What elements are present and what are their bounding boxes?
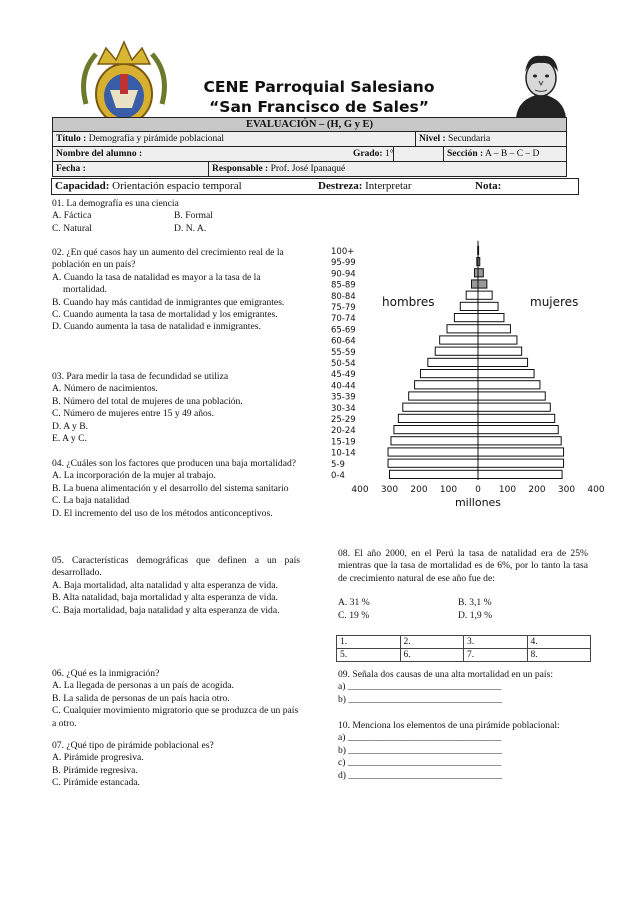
answer-grid-row <box>337 649 591 662</box>
q6-option-b[interactable]: B. La salida de personas de un país hacia otro. <box>52 692 230 704</box>
bar-hombres-50-54 <box>428 358 478 366</box>
question-7 <box>52 740 300 790</box>
q1-option-d[interactable]: D. N. A. <box>174 222 207 234</box>
x-tick-label: 100 <box>498 485 517 495</box>
seccion-label: Sección : <box>447 149 484 159</box>
chart-x-axis-title: millones <box>454 496 502 509</box>
bar-hombres-25-29 <box>398 414 478 422</box>
q5-option-c[interactable]: C. Baja mortalidad, baja natalidad y alta esperanza de vida. <box>52 604 280 616</box>
answer-grid-row <box>337 636 591 649</box>
info-table <box>52 117 567 177</box>
bar-mujeres-20-24 <box>478 426 558 434</box>
q8-option-a[interactable]: A. 31 % <box>338 597 370 609</box>
bar-hombres-70-74 <box>454 314 478 322</box>
q1-stem: 01. La demografía es una ciencia <box>52 198 179 209</box>
q8-option-d[interactable]: D. 1,9 % <box>458 609 493 621</box>
y-tick-label: 35-39 <box>331 392 356 403</box>
answer-cell[interactable]: 8. <box>527 649 591 662</box>
info-row-title <box>52 132 567 147</box>
nota-label: Nota: <box>475 180 502 192</box>
question-8 <box>338 548 588 622</box>
q7-option-a[interactable]: A. Pirámide progresiva. <box>52 752 144 764</box>
q10-stem: 10. Menciona los elementos de una pirámide poblacional: <box>338 720 560 731</box>
bar-mujeres-90-94 <box>478 269 483 277</box>
answer-cell[interactable]: 1. <box>337 636 401 649</box>
capacidad-label: Capacidad: <box>55 180 110 192</box>
q1-option-a[interactable]: A. Fáctica <box>52 210 92 222</box>
y-tick-label: 15-19 <box>331 437 356 448</box>
chart-right-label: mujeres <box>530 295 579 309</box>
bar-hombres-15-19 <box>391 437 478 445</box>
y-tick-label: 5-9 <box>331 459 345 470</box>
bar-hombres-85-89 <box>472 280 478 288</box>
bar-hombres-30-34 <box>403 403 478 411</box>
bar-mujeres-70-74 <box>478 314 504 322</box>
bar-hombres-5-9 <box>388 459 478 467</box>
q4-option-b[interactable]: B. La buena alimentación y el desarrollo del sistema sanitario <box>52 482 289 494</box>
q6-option-c[interactable]: C. Cualquier movimiento migratorio que se produzca de un país a otro. <box>52 705 299 729</box>
q7-option-c[interactable]: C. Pirámide estancada. <box>52 777 140 789</box>
q9-stem: 09. Señala dos causas de una alta mortalidad en un país: <box>338 669 553 680</box>
capacidad-value: Orientación espacio temporal <box>112 180 242 192</box>
seccion-value: A – B – C – D <box>485 149 540 159</box>
y-tick-label: 45-49 <box>331 370 356 381</box>
q4-option-a[interactable]: A. La incorporación de la mujer al trabajo. <box>52 470 216 482</box>
q1-option-b[interactable]: B. Formal <box>174 210 213 222</box>
school-name: CENE Parroquial Salesiano <box>203 78 435 96</box>
answer-cell[interactable]: 6. <box>400 649 464 662</box>
answer-cell[interactable]: 2. <box>400 636 464 649</box>
q3-option-c[interactable]: C. Número de mujeres entre 15 y 49 años. <box>52 408 214 420</box>
question-9 <box>338 669 590 706</box>
answer-cell[interactable]: 3. <box>464 636 528 649</box>
bar-hombres-65-69 <box>447 325 478 333</box>
q6-option-a[interactable]: A. La llegada de personas a un país de acogida. <box>52 680 234 692</box>
bar-hombres-75-79 <box>460 302 478 310</box>
bar-hombres-10-14 <box>388 448 478 456</box>
y-tick-label: 90-94 <box>331 269 356 280</box>
info-row-date <box>52 162 567 177</box>
q3-option-b[interactable]: B. Número del total de mujeres de una población. <box>52 395 243 407</box>
bar-mujeres-40-44 <box>478 381 540 389</box>
y-tick-label: 60-64 <box>331 336 356 347</box>
q9-answer-b[interactable]: b) ________________________________ <box>338 693 502 705</box>
bar-mujeres-10-14 <box>478 448 564 456</box>
answer-cell[interactable]: 4. <box>527 636 591 649</box>
q2-option-a[interactable]: A. Cuando la tasa de natalidad es mayor a la tasa de la mortalidad. <box>52 271 261 296</box>
x-tick-label: 100 <box>439 485 458 495</box>
y-tick-label: 0-4 <box>331 471 345 481</box>
q3-option-d[interactable]: D. A y B. <box>52 420 88 432</box>
x-tick-label: 400 <box>351 485 369 495</box>
bar-hombres-40-44 <box>415 381 478 389</box>
answer-cell[interactable]: 7. <box>464 649 528 662</box>
question-5 <box>52 555 300 617</box>
q2-option-c[interactable]: C. Cuando aumenta la tasa de mortalidad y los emigrantes. <box>52 309 278 321</box>
q7-option-b[interactable]: B. Pirámide regresiva. <box>52 764 138 776</box>
y-tick-label: 40-44 <box>331 381 356 392</box>
destreza-value: Interpretar <box>365 180 412 192</box>
q7-stem: 07. ¿Qué tipo de pirámide poblacional es? <box>52 740 214 751</box>
q4-option-d[interactable]: D. El incremento del uso de los métodos anticonceptivos. <box>52 507 273 519</box>
x-tick-label: 200 <box>410 485 428 495</box>
bar-hombres-20-24 <box>394 426 478 434</box>
grado-value: 1° <box>384 149 394 159</box>
bar-hombres-55-59 <box>435 347 478 355</box>
bar-mujeres-65-69 <box>478 325 510 333</box>
bar-hombres-80-84 <box>466 291 478 299</box>
q2-option-b[interactable]: B. Cuando hay más cantidad de inmigrantes que emigrantes. <box>52 296 285 308</box>
y-tick-label: 50-54 <box>331 359 356 369</box>
bar-mujeres-75-79 <box>478 302 498 310</box>
grado-label: Grado: <box>353 149 383 159</box>
bar-mujeres-25-29 <box>478 414 555 422</box>
bar-mujeres-5-9 <box>478 459 564 467</box>
q10-answer-c[interactable]: c) ________________________________ <box>338 757 502 769</box>
x-tick-label: 400 <box>587 485 605 495</box>
q5-option-a[interactable]: A. Baja mortalidad, alta natalidad y alta esperanza de vida. <box>52 579 278 591</box>
bar-mujeres-60-64 <box>478 336 517 344</box>
x-tick-label: 0 <box>475 485 481 495</box>
bar-hombres-0-4 <box>390 470 479 478</box>
bar-mujeres-35-39 <box>478 392 545 400</box>
q3-option-e[interactable]: E. A y C. <box>52 433 87 445</box>
q8-option-b[interactable]: B. 3,1 % <box>458 597 492 609</box>
q5-option-b[interactable]: B. Alta natalidad, baja mortalidad y alta esperanza de vida. <box>52 592 278 604</box>
y-tick-label: 55-59 <box>331 347 356 358</box>
y-tick-label: 95-99 <box>331 258 356 269</box>
bar-mujeres-55-59 <box>478 347 522 355</box>
q8-stem: 08. El año 2000, en el Perú la tasa de natalidad era de 25% mientras que la tasa de mortalidad es de 6%, por lo tanto la tasa de crecimiento natural de ese año fue de: <box>338 548 588 584</box>
nivel-label: Nivel : <box>419 134 446 144</box>
q4-stem: 04. ¿Cuáles son los factores que producen una baja mortalidad? <box>52 458 297 469</box>
question-4 <box>52 458 300 520</box>
q5-stem: 05. Características demográficas que definen a un país desarrollado. <box>52 555 300 579</box>
info-row-student <box>52 147 567 162</box>
question-10 <box>338 720 590 782</box>
y-tick-label: 10-14 <box>331 448 356 459</box>
bar-mujeres-30-34 <box>478 403 550 411</box>
destreza-label: Destreza: <box>318 180 363 192</box>
bar-mujeres-15-19 <box>478 437 561 445</box>
bar-mujeres-0-4 <box>478 470 562 478</box>
bar-mujeres-80-84 <box>478 291 492 299</box>
q1-option-c[interactable]: C. Natural <box>52 222 92 234</box>
q2-option-d[interactable]: D. Cuando aumenta la tasa de natalidad e inmigrantes. <box>52 321 261 333</box>
q10-answer-a[interactable]: a) ________________________________ <box>338 732 502 744</box>
y-tick-label: 20-24 <box>331 426 356 437</box>
question-6 <box>52 668 300 730</box>
population-pyramid-chart <box>320 218 610 518</box>
q2-stem: 02. ¿En qué casos hay un aumento del crecimiento real de la población en un país? <box>52 247 284 271</box>
school-subtitle: “San Francisco de Sales” <box>209 98 429 116</box>
y-tick-label: 70-74 <box>331 314 356 325</box>
question-2 <box>52 247 300 334</box>
bar-hombres-60-64 <box>440 336 478 344</box>
question-1 <box>52 198 300 235</box>
y-tick-label: 85-89 <box>331 280 356 291</box>
y-tick-label: 30-34 <box>331 403 356 414</box>
bar-hombres-35-39 <box>409 392 478 400</box>
titulo-value: Demografía y pirámide poblacional <box>88 134 225 144</box>
nivel-value: Secundaria <box>448 134 491 144</box>
y-tick-label: 25-29 <box>331 415 356 425</box>
bar-hombres-45-49 <box>420 370 478 378</box>
q10-answer-b[interactable]: b) ________________________________ <box>338 744 502 756</box>
y-tick-label: 80-84 <box>331 291 356 302</box>
bar-hombres-90-94 <box>474 269 478 277</box>
q8-option-c[interactable]: C. 19 % <box>338 609 370 621</box>
question-3 <box>52 371 300 445</box>
q4-option-c[interactable]: C. La baja natalidad <box>52 495 130 507</box>
bar-mujeres-45-49 <box>478 370 534 378</box>
bar-mujeres-50-54 <box>478 358 528 366</box>
q9-answer-a[interactable]: a) ________________________________ <box>338 681 502 693</box>
y-tick-label: 65-69 <box>331 325 356 336</box>
x-tick-label: 200 <box>528 485 546 495</box>
answer-grid <box>336 635 591 662</box>
evaluation-title: EVALUACIÓN – (H, G y E) <box>52 117 567 132</box>
answer-cell[interactable]: 5. <box>337 649 401 662</box>
nombre-label: Nombre del alumno : <box>56 149 143 159</box>
y-tick-label: 100+ <box>331 247 355 257</box>
chart-left-label: hombres <box>382 295 435 309</box>
q6-stem: 06. ¿Qué es la inmigración? <box>52 668 160 679</box>
x-tick-label: 300 <box>380 485 399 495</box>
q10-answer-d[interactable]: d) ________________________________ <box>338 769 502 781</box>
capacity-bar <box>51 178 579 195</box>
responsable-label: Responsable : <box>212 164 269 174</box>
bar-mujeres-85-89 <box>478 280 487 288</box>
fecha-label: Fecha : <box>56 164 86 174</box>
titulo-label: Título : <box>56 134 87 144</box>
x-tick-label: 300 <box>557 485 576 495</box>
responsable-value: Prof. José Ipanaqué <box>270 164 346 174</box>
q3-stem: 03. Para medir la tasa de fecundidad se utiliza <box>52 371 229 382</box>
y-tick-label: 75-79 <box>331 303 356 313</box>
q3-option-a[interactable]: A. Número de nacimientos. <box>52 383 158 395</box>
